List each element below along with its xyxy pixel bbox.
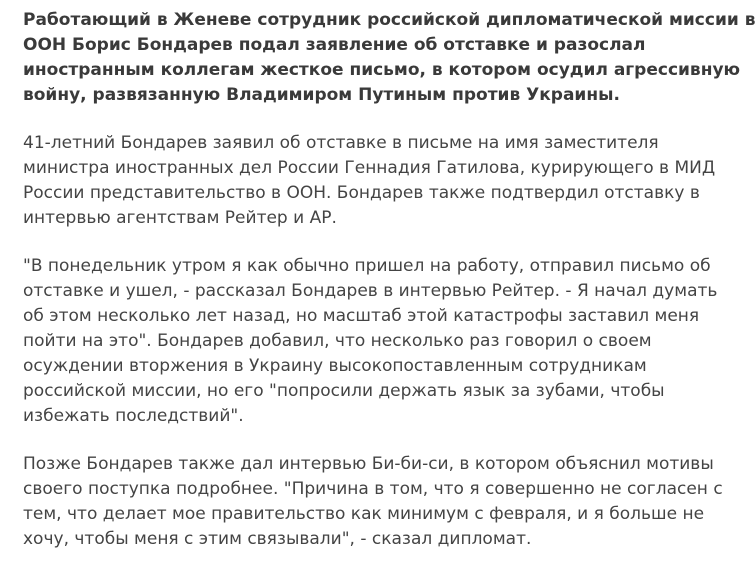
article-body <box>23 8 755 575</box>
paragraph-line: своего поступка подробнее. "Причина в том, что я совершенно не согласен с <box>23 479 723 499</box>
paragraph-line: осуждении вторжения в Украину высокопоставленным сотрудникам <box>23 356 647 376</box>
article-paragraph-3 <box>23 452 723 552</box>
lead-line: войну, развязанную Владимиром Путиным против Украины. <box>23 85 620 105</box>
paragraph-line: российской миссии, но его "попросили держать язык за зубами, чтобы <box>23 381 665 401</box>
article-lead <box>23 8 755 108</box>
paragraph-line: России представительство в ООН. Бондарев также подтвердил отставку в <box>23 183 700 203</box>
paragraph-line: пойти на это". Бондарев добавил, что несколько раз говорил о своем <box>23 331 652 351</box>
paragraph-line: отставке и ушел, - рассказал Бондарев в интервью Рейтер. - Я начал думать <box>23 281 718 301</box>
paragraph-line: министра иностранных дел России Геннадия Гатилова, курирующего в МИД <box>23 158 716 178</box>
article-paragraph-1 <box>23 131 716 231</box>
paragraph-line: 41-летний Бондарев заявил об отставке в письме на имя заместителя <box>23 133 659 153</box>
lead-line: иностранным коллегам жесткое письмо, в котором осудил агрессивную <box>23 60 741 80</box>
paragraph-line: об этом несколько лет назад, но масштаб этой катастрофы заставил меня <box>23 306 700 326</box>
lead-line: ООН Борис Бондарев подал заявление об отставке и разослал <box>23 35 646 55</box>
paragraph-line: тем, что делает мое правительство как минимум с февраля, и я больше не <box>23 504 705 524</box>
paragraph-line: "В понедельник утром я как обычно пришел на работу, отправил письмо об <box>23 256 711 276</box>
article-paragraph-2 <box>23 254 718 429</box>
paragraph-line: избежать последствий". <box>23 406 244 426</box>
lead-line: Работающий в Женеве сотрудник российской дипломатической миссии в <box>23 10 755 30</box>
paragraph-line: интервью агентствам Рейтер и АР. <box>23 208 337 228</box>
paragraph-line: хочу, чтобы меня с этим связывали", - сказал дипломат. <box>23 529 532 549</box>
paragraph-line: Позже Бондарев также дал интервью Би-би-си, в котором объяснил мотивы <box>23 454 714 474</box>
